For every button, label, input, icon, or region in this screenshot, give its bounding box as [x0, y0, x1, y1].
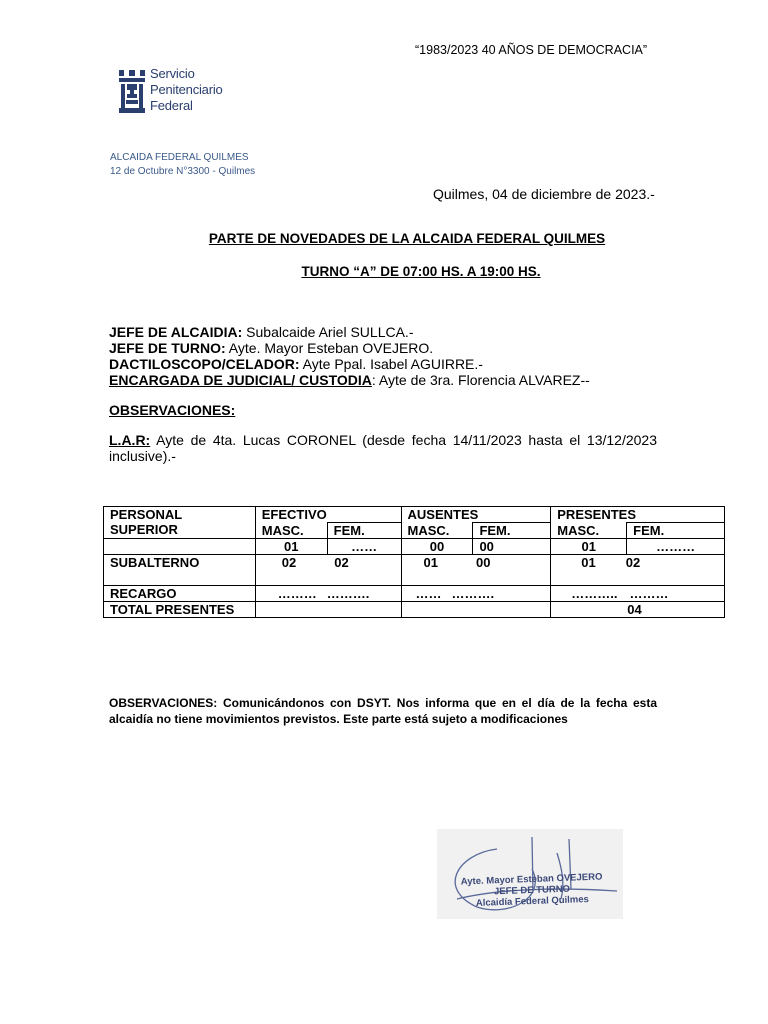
personnel-table: [103, 506, 725, 618]
staff-line-shift-chief: JEFE DE TURNO: Ayte. Mayor Esteban OVEJERO.: [109, 340, 434, 356]
table-header-personal: PERSONAL SUPERIOR: [104, 507, 256, 539]
staff-line-dactyloscope: DACTILOSCOPO/CELADOR: Ayte Ppal. Isabel AGUIRRE.-: [109, 356, 483, 372]
shift-title: TURNO “A” DE 07:00 HS. A 19:00 HS.: [301, 264, 541, 279]
table-row: [104, 555, 725, 586]
table-cell: [255, 602, 401, 618]
table-cell: 01: [255, 539, 327, 555]
table-header-ausentes: AUSENTES: [401, 507, 551, 523]
table-row: [104, 539, 725, 555]
table-row: [104, 602, 725, 618]
table-cell: MASC.: [401, 523, 473, 539]
final-observations: OBSERVACIONES: Comunicándonos con DSYT. Nos informa que en el día de la fecha esta alcaidía no tiene movimientos previstos. Este parte está sujeto a modificaciones: [109, 696, 657, 726]
table-cell: ………: [627, 539, 725, 555]
date-line: Quilmes, 04 de diciembre de 2023.-: [433, 186, 655, 202]
table-cell: …… ……….: [401, 586, 551, 602]
table-row-label-total: TOTAL PRESENTES: [104, 602, 256, 618]
table-cell: MASC.: [551, 523, 627, 539]
lar-paragraph: L.A.R: Ayte de 4ta. Lucas CORONEL (desde fecha 14/11/2023 hasta el 13/12/2023 inclusive).-: [109, 432, 657, 464]
table-cell: 00: [401, 539, 473, 555]
table-cell: ……… ……….: [255, 586, 401, 602]
table-cell: 01: [551, 539, 627, 555]
table-cell: MASC.: [255, 523, 327, 539]
table-row: [104, 507, 725, 523]
table-header-presentes: PRESENTES: [551, 507, 725, 523]
table-cell: ……: [327, 539, 401, 555]
table-row-label-subalterno: SUBALTERNO: [104, 555, 256, 586]
table-cell: ……….. ………: [551, 586, 725, 602]
observations-heading: OBSERVACIONES:: [109, 402, 236, 418]
table-cell: 01 02: [551, 555, 725, 586]
table-cell: 02 02: [255, 555, 401, 586]
staff-line-chief: JEFE DE ALCAIDIA: Subalcaide Ariel SULLCA.-: [109, 324, 414, 340]
org-address: 12 de Octubre N°3300 - Quilmes: [110, 166, 256, 177]
table-cell: 00: [473, 539, 551, 555]
institution-logo-icon: [118, 68, 146, 114]
table-cell: [104, 539, 256, 555]
table-cell: FEM.: [327, 523, 401, 539]
table-cell-total: 04: [551, 602, 725, 618]
table-cell: [401, 602, 551, 618]
stamp-text: Ayte. Mayor Esteban OVEJERO JEFE DE TURNO Alcaidía Federal Quilmes: [460, 871, 603, 909]
table-cell: FEM.: [473, 523, 551, 539]
table-row-label-recargo: RECARGO: [104, 586, 256, 602]
staff-line-judicial: ENCARGADA DE JUDICIAL/ CUSTODIA: Ayte de 3ra. Florencia ALVAREZ--: [109, 372, 590, 388]
header-motto: “1983/2023 40 AÑOS DE DEMOCRACIA”: [415, 43, 648, 57]
table-row: [104, 586, 725, 602]
org-name: ALCAIDA FEDERAL QUILMES: [110, 152, 249, 163]
table-header-efectivo: EFECTIVO: [255, 507, 401, 523]
document-title: PARTE DE NOVEDADES DE LA ALCAIDA FEDERAL QUILMES: [208, 231, 606, 246]
table-cell: FEM.: [627, 523, 725, 539]
institution-name: Servicio Penitenciario Federal: [150, 66, 223, 113]
table-cell: 01 00: [401, 555, 551, 586]
